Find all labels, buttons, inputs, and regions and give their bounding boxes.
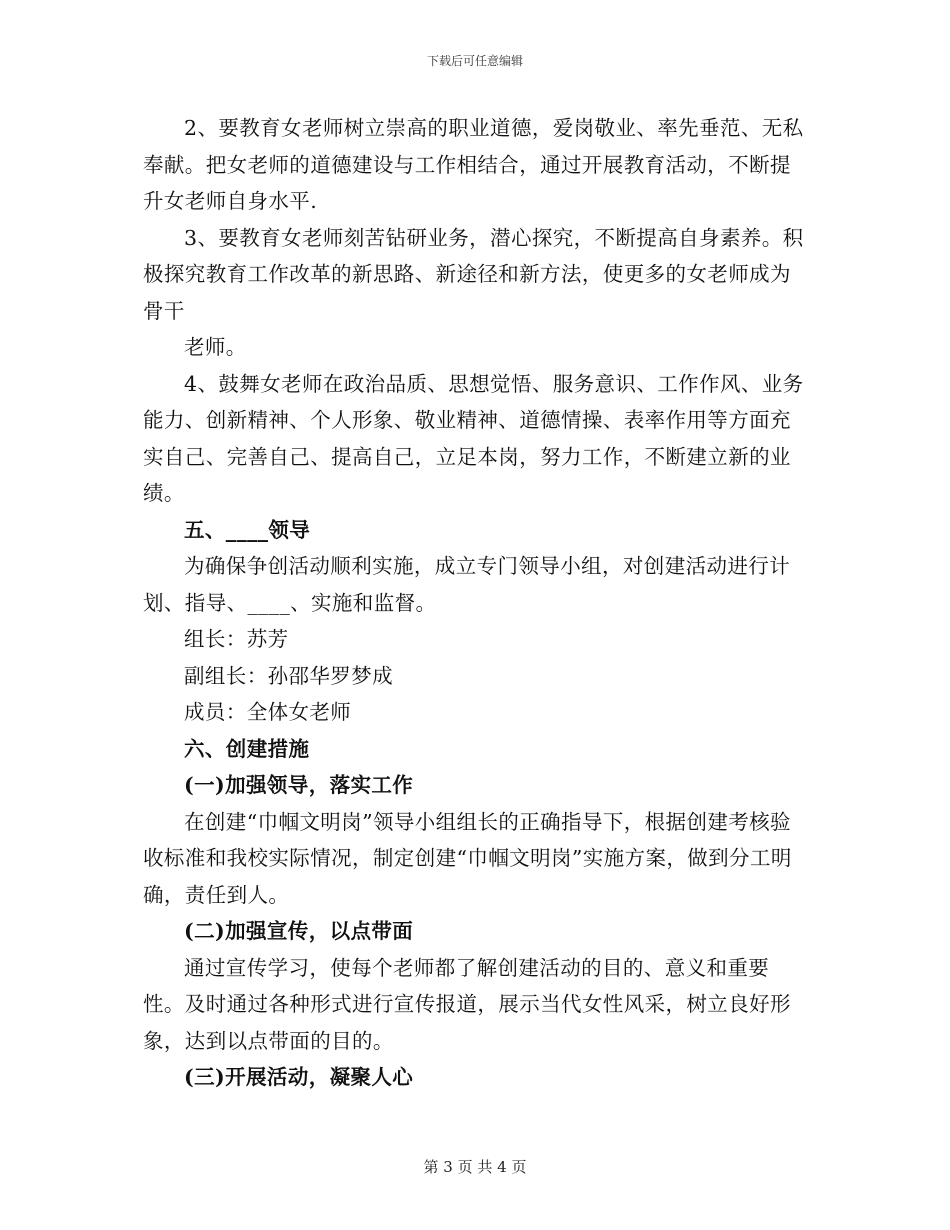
- section-heading-five: 五、____领导: [184, 517, 311, 542]
- paragraph-leadership: 为确保争创活动顺利实施，成立专门领导小组，对创建活动进行计划、指导、____、实施和监督。: [143, 554, 791, 615]
- paragraph-item-2: 2、要教育女老师树立崇高的职业道德，爱岗敬业、率先垂范、无私奉献。把女老师的道德建设与工作相结合，通过开展教育活动，不断提升女老师自身水平.: [143, 116, 804, 213]
- team-leader: 组长：苏芳: [184, 627, 289, 651]
- paragraph-item-4: 4、鼓舞女老师在政治品质、思想觉悟、服务意识、工作作风、业务能力、创新精神、个人形象、敬业精神、道德情操、表率作用等方面充实自己、完善自己、提高自己，立足本岗，努力工作，不断建立新的业绩。: [143, 371, 804, 505]
- team-deputy-leader: 副组长：孙邵华罗梦成: [184, 663, 393, 688]
- subsection-heading-2: (二)加强宣传，以点带面: [184, 919, 414, 943]
- team-members: 成员：全体女老师: [184, 700, 352, 724]
- section-heading-six: 六、创建措施: [184, 736, 310, 761]
- paragraph-item-3: 3、要教育女老师刻苦钻研业务，潜心探究，不断提高自身素养。积极探究教育工作改革的新思路、新途径和新方法，使更多的女老师成为骨干: [143, 225, 804, 323]
- page-footer: 第 3 页 共 4 页: [423, 1158, 527, 1176]
- document-body: [143, 110, 808, 1096]
- paragraph-continuation: 老师。: [184, 335, 247, 359]
- subsection-heading-1: (一)加强领导，落实工作: [184, 773, 414, 797]
- paragraph-measure-1: 在创建“巾帼文明岗”领导小组组长的正确指导下，根据创建考核验收标准和我校实际情况，制定创建“巾帼文明岗”实施方案，做到分工明确，责任到人。: [143, 809, 792, 907]
- subsection-heading-3: (三)开展活动，凝聚人心: [184, 1065, 414, 1089]
- paragraph-measure-2: 通过宣传学习，使每个老师都了解创建活动的目的、意义和重要性。及时通过各种形式进行宣传报道，展示当代女性风采，树立良好形象，达到以点带面的目的。: [143, 955, 791, 1053]
- page-header: 下载后可任意编辑: [426, 54, 523, 68]
